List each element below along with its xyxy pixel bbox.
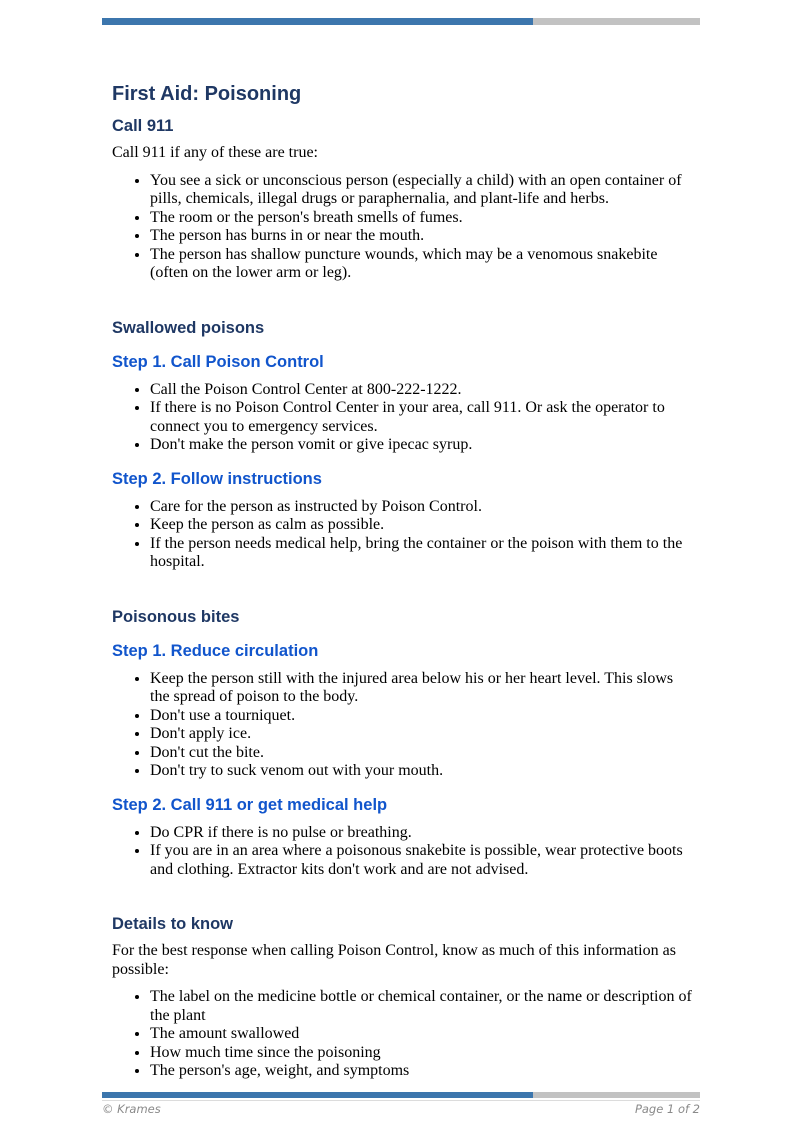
bullet-item: • The label on the medicine bottle or chemical container, or the name or description of the plant (150, 988, 694, 1025)
bullet-list (112, 172, 694, 283)
step-heading: Step 2. Follow instructions (112, 469, 322, 488)
bullet-list (112, 381, 694, 455)
bullet-list (112, 498, 694, 572)
section-details-to-know (112, 915, 694, 1081)
bullet-item: • Care for the person as instructed by Poison Control. (150, 498, 694, 517)
section-swallowed-poisons (112, 319, 694, 572)
section-poisonous-bites (112, 608, 694, 880)
bullet-item: • How much time since the poisoning (150, 1044, 694, 1063)
step-heading: Step 1. Reduce circulation (112, 641, 319, 660)
section-heading: Poisonous bites (112, 607, 240, 626)
bullet-item: • Don't make the person vomit or give ipecac syrup. (150, 436, 694, 455)
footer (102, 1102, 700, 1116)
bullet-item: • The amount swallowed (150, 1025, 694, 1044)
bullet-item: • Don't apply ice. (150, 725, 694, 744)
intro-text: Call 911 if any of these are true: (112, 144, 318, 161)
bullet-list (112, 988, 694, 1081)
step-heading: Step 2. Call 911 or get medical help (112, 795, 388, 814)
section-heading: Call 911 (112, 117, 174, 135)
footer-divider (102, 1100, 700, 1101)
bullet-list (112, 824, 694, 880)
bullet-item: • If you are in an area where a poisonous snakebite is possible, wear protective boots and clothing. Extractor kits don't work and are not advised. (150, 842, 694, 879)
bullet-item: • The person's age, weight, and symptoms (150, 1062, 694, 1081)
bullet-item: • The room or the person's breath smells of fumes. (150, 209, 694, 228)
section-heading: Details to know (112, 915, 234, 933)
footer-page-number: Page 1 of 2 (634, 1102, 700, 1116)
bullet-item: • Keep the person still with the injured area below his or her heart level. This slows the spread of poison to the body. (150, 670, 694, 707)
section-call-911 (112, 117, 694, 283)
document-content (112, 0, 694, 1081)
bullet-item: • The person has shallow puncture wounds, which may be a venomous snakebite (often on the lower arm or leg). (150, 246, 694, 283)
bullet-item: • Do CPR if there is no pulse or breathing. (150, 824, 694, 843)
bullet-item: • Don't cut the bite. (150, 744, 694, 763)
step-heading: Step 1. Call Poison Control (112, 352, 324, 371)
bullet-item: • Call the Poison Control Center at 800-222-1222. (150, 381, 694, 400)
section-heading: Swallowed poisons (112, 318, 265, 337)
bullet-item: • You see a sick or unconscious person (especially a child) with an open container of pills, chemicals, illegal drugs or paraphernalia, and plant-life and herbs. (150, 172, 694, 209)
bullet-item: • Don't use a tourniquet. (150, 707, 694, 726)
bullet-item: • The person has burns in or near the mouth. (150, 227, 694, 246)
bullet-list (112, 670, 694, 781)
intro-text: For the best response when calling Poison Control, know as much of this information as possible: (112, 942, 676, 978)
bullet-item: • If the person needs medical help, bring the container or the poison with them to the hospital. (150, 535, 694, 572)
page-title: First Aid: Poisoning (112, 83, 302, 105)
bullet-item: • Don't try to suck venom out with your mouth. (150, 762, 694, 781)
footer-accent-bar (102, 1092, 700, 1098)
footer-copyright: © Krames (102, 1102, 161, 1116)
bullet-item: • If there is no Poison Control Center in your area, call 911. Or ask the operator to connect you to emergency services. (150, 399, 694, 436)
footer-accent-bar-gray (533, 1092, 700, 1098)
footer-accent-bar-blue (102, 1092, 533, 1098)
bullet-item: • Keep the person as calm as possible. (150, 516, 694, 535)
